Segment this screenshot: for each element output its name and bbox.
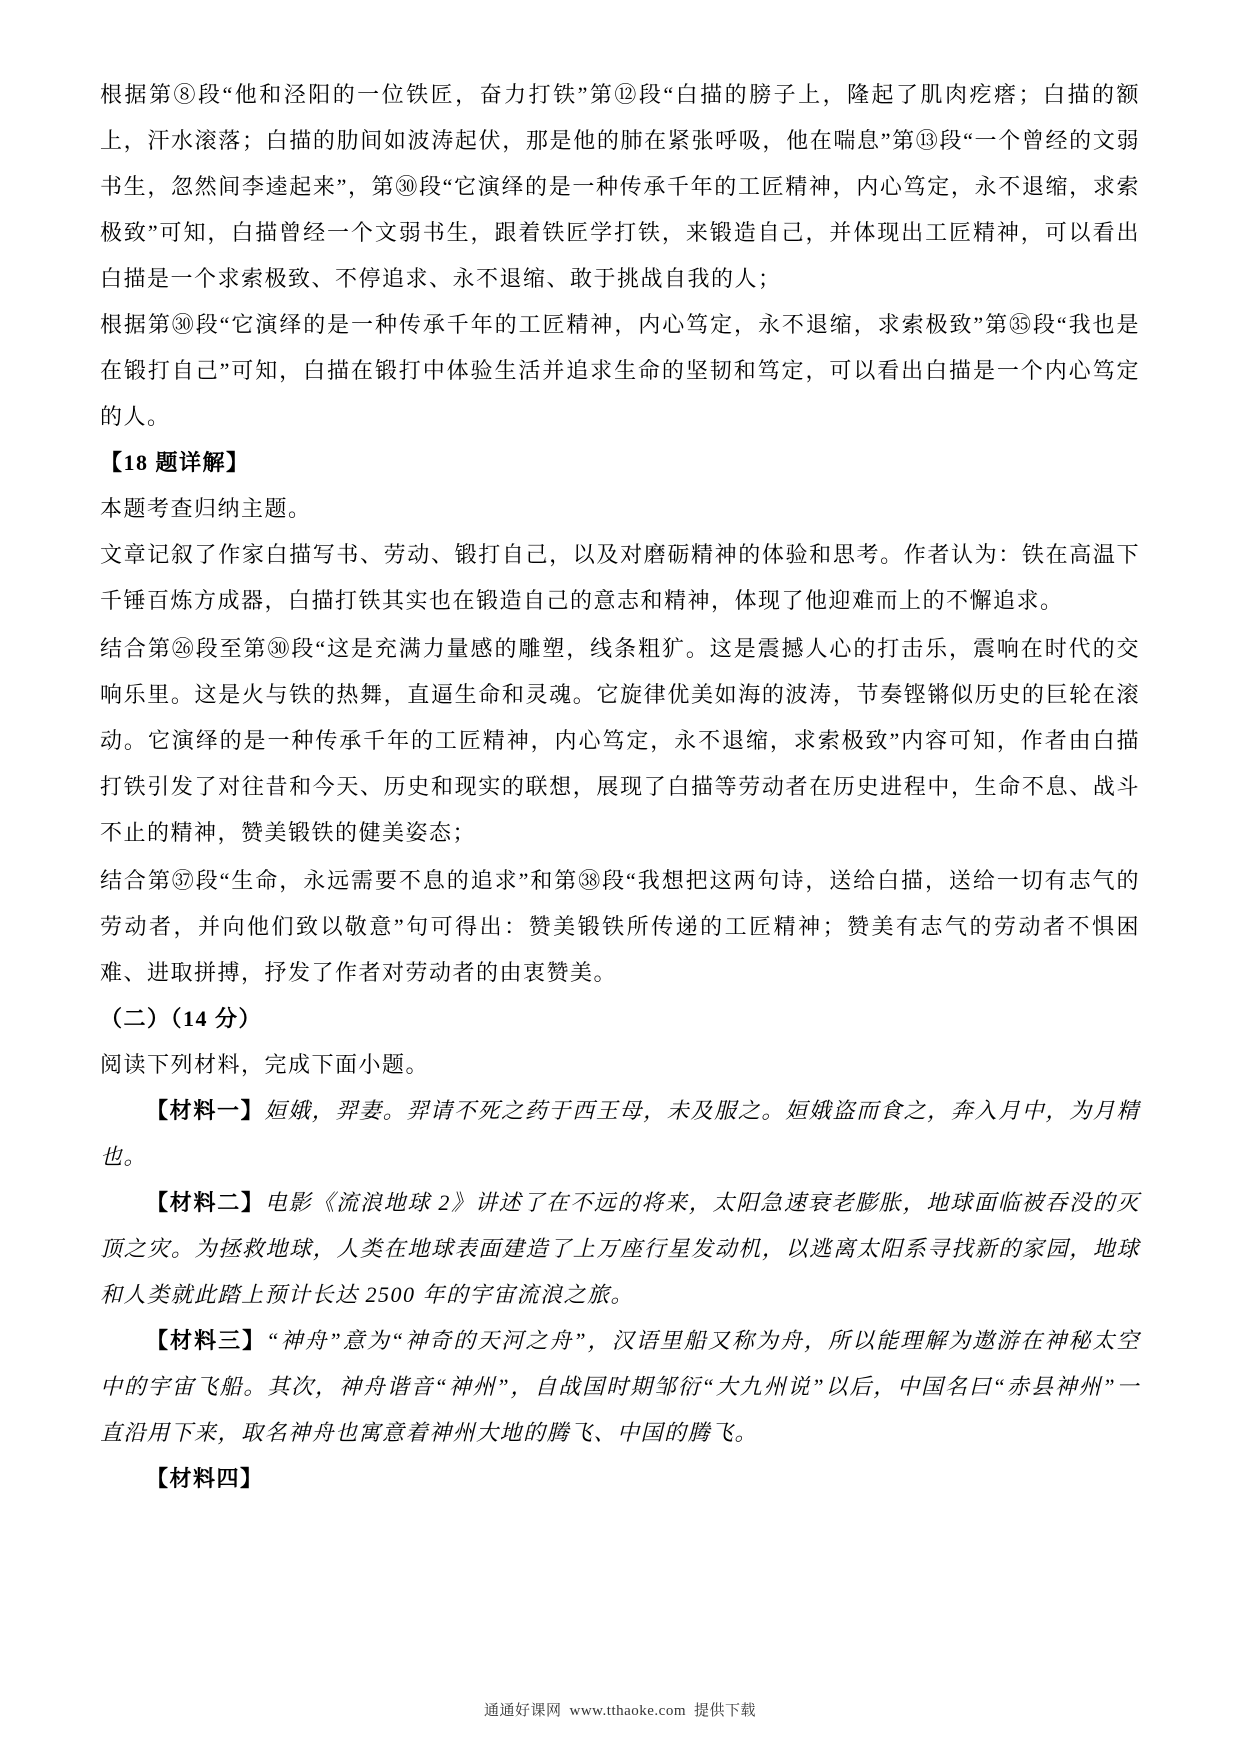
material-4-label: 【材料四】 [146,1466,264,1491]
material-2-label: 【材料二】 [146,1190,265,1215]
footer-url: www.tthaoke.com [569,1703,686,1719]
answer17-evidence-paragraph-1: 根据第⑧段“他和泾阳的一位铁匠，奋力打铁”第⑫段“白描的膀子上，隆起了肌肉疙瘩；白描的额上，汗水滚落；白描的肋间如波涛起伏，那是他的肺在紧张呼吸，他在喘息”第⑬段“一个曾经的文弱书生，忽然间李逵起来”，第㉚段“它演绎的是一种传承千年的工匠精神，内心笃定，永不退缩，求索极致”可知，白描曾经一个文弱书生，跟着铁匠学打铁，来锻造自己，并体现出工匠精神，可以看出白描是一个求索极致、不停追求、永不退缩、敢于挑战自我的人； [100,82,1140,291]
material-2-paragraph [100,1180,1140,1318]
footer-site-name: 通通好课网 [483,1703,562,1719]
answer17-evidence-paragraph-2: 根据第㉚段“它演绎的是一种传承千年的工匠精神，内心笃定，永不退缩，求索极致”第㉟段“我也是在锻打自己”可知，白描在锻打中体验生活并追求生命的坚韧和笃定，可以看出白描是一个内心笃定的人。 [100,312,1140,429]
section-2-instruction: 阅读下列材料，完成下面小题。 [100,1052,430,1077]
question-18-heading: 【18 题详解】 [100,450,250,475]
material-3-paragraph [100,1318,1140,1456]
material-3-label: 【材料三】 [146,1328,267,1353]
material-1-text: 姮娥，羿妻。羿请不死之药于西王母，未及服之。姮娥盗而食之，奔入月中，为月精也。 [100,1098,1140,1169]
material-3-text: “神舟”意为“神奇的天河之舟”，汉语里船又称为舟，所以能理解为遨游在神秘太空中的宇宙飞船。其次，神舟谐音“神州”，自战国时期邹衍“大九州说”以后，中国名曰“赤县神州”一直沿用下来，取名神舟也寓意着神州大地的腾飞、中国的腾飞。 [100,1328,1140,1445]
question-18-summary: 文章记叙了作家白描写书、劳动、锻打自己，以及对磨砺精神的体验和思考。作者认为：铁在高温下千锤百炼方成器，白描打铁其实也在锻造自己的意志和精神，体现了他迎难而上的不懈追求。 [100,542,1140,613]
page-footer [0,1699,1240,1720]
section-2-heading: （二）（14 分） [100,1006,263,1031]
material-4-paragraph [100,1456,1140,1502]
question-18-point-1: 结合第㉖段至第㉚段“这是充满力量感的雕塑，线条粗犷。这是震撼人心的打击乐，震响在时代的交响乐里。这是火与铁的热舞，直逼生命和灵魂。它旋律优美如海的波涛，节奏铿锵似历史的巨轮在滚动。它演绎的是一种传承千年的工匠精神，内心笃定，永不退缩，求索极致”内容可知，作者由白描打铁引发了对往昔和今天、历史和现实的联想，展现了白描等劳动者在历史进程中，生命不息、战斗不止的精神，赞美锻铁的健美姿态； [100,636,1140,845]
footer-download-note: 提供下载 [694,1703,757,1719]
material-1-label: 【材料一】 [146,1098,265,1123]
material-2-text: 电影《流浪地球 2》讲述了在不远的将来，太阳急速衰老膨胀，地球面临被吞没的灭顶之灾。为拯救地球，人类在地球表面建造了上万座行星发动机，以逃离太阳系寻找新的家园，地球和人类就此踏上预计长达 2500 年的宇宙流浪之旅。 [100,1190,1140,1307]
question-18-intro: 本题考查归纳主题。 [100,496,312,521]
question-18-point-2: 结合第㊲段“生命，永远需要不息的追求”和第㊳段“我想把这两句诗，送给白描，送给一切有志气的劳动者，并向他们致以敬意”句可得出：赞美锻铁所传递的工匠精神；赞美有志气的劳动者不惧困难、进取拼搏，抒发了作者对劳动者的由衷赞美。 [100,868,1140,985]
material-1-paragraph [100,1088,1140,1180]
